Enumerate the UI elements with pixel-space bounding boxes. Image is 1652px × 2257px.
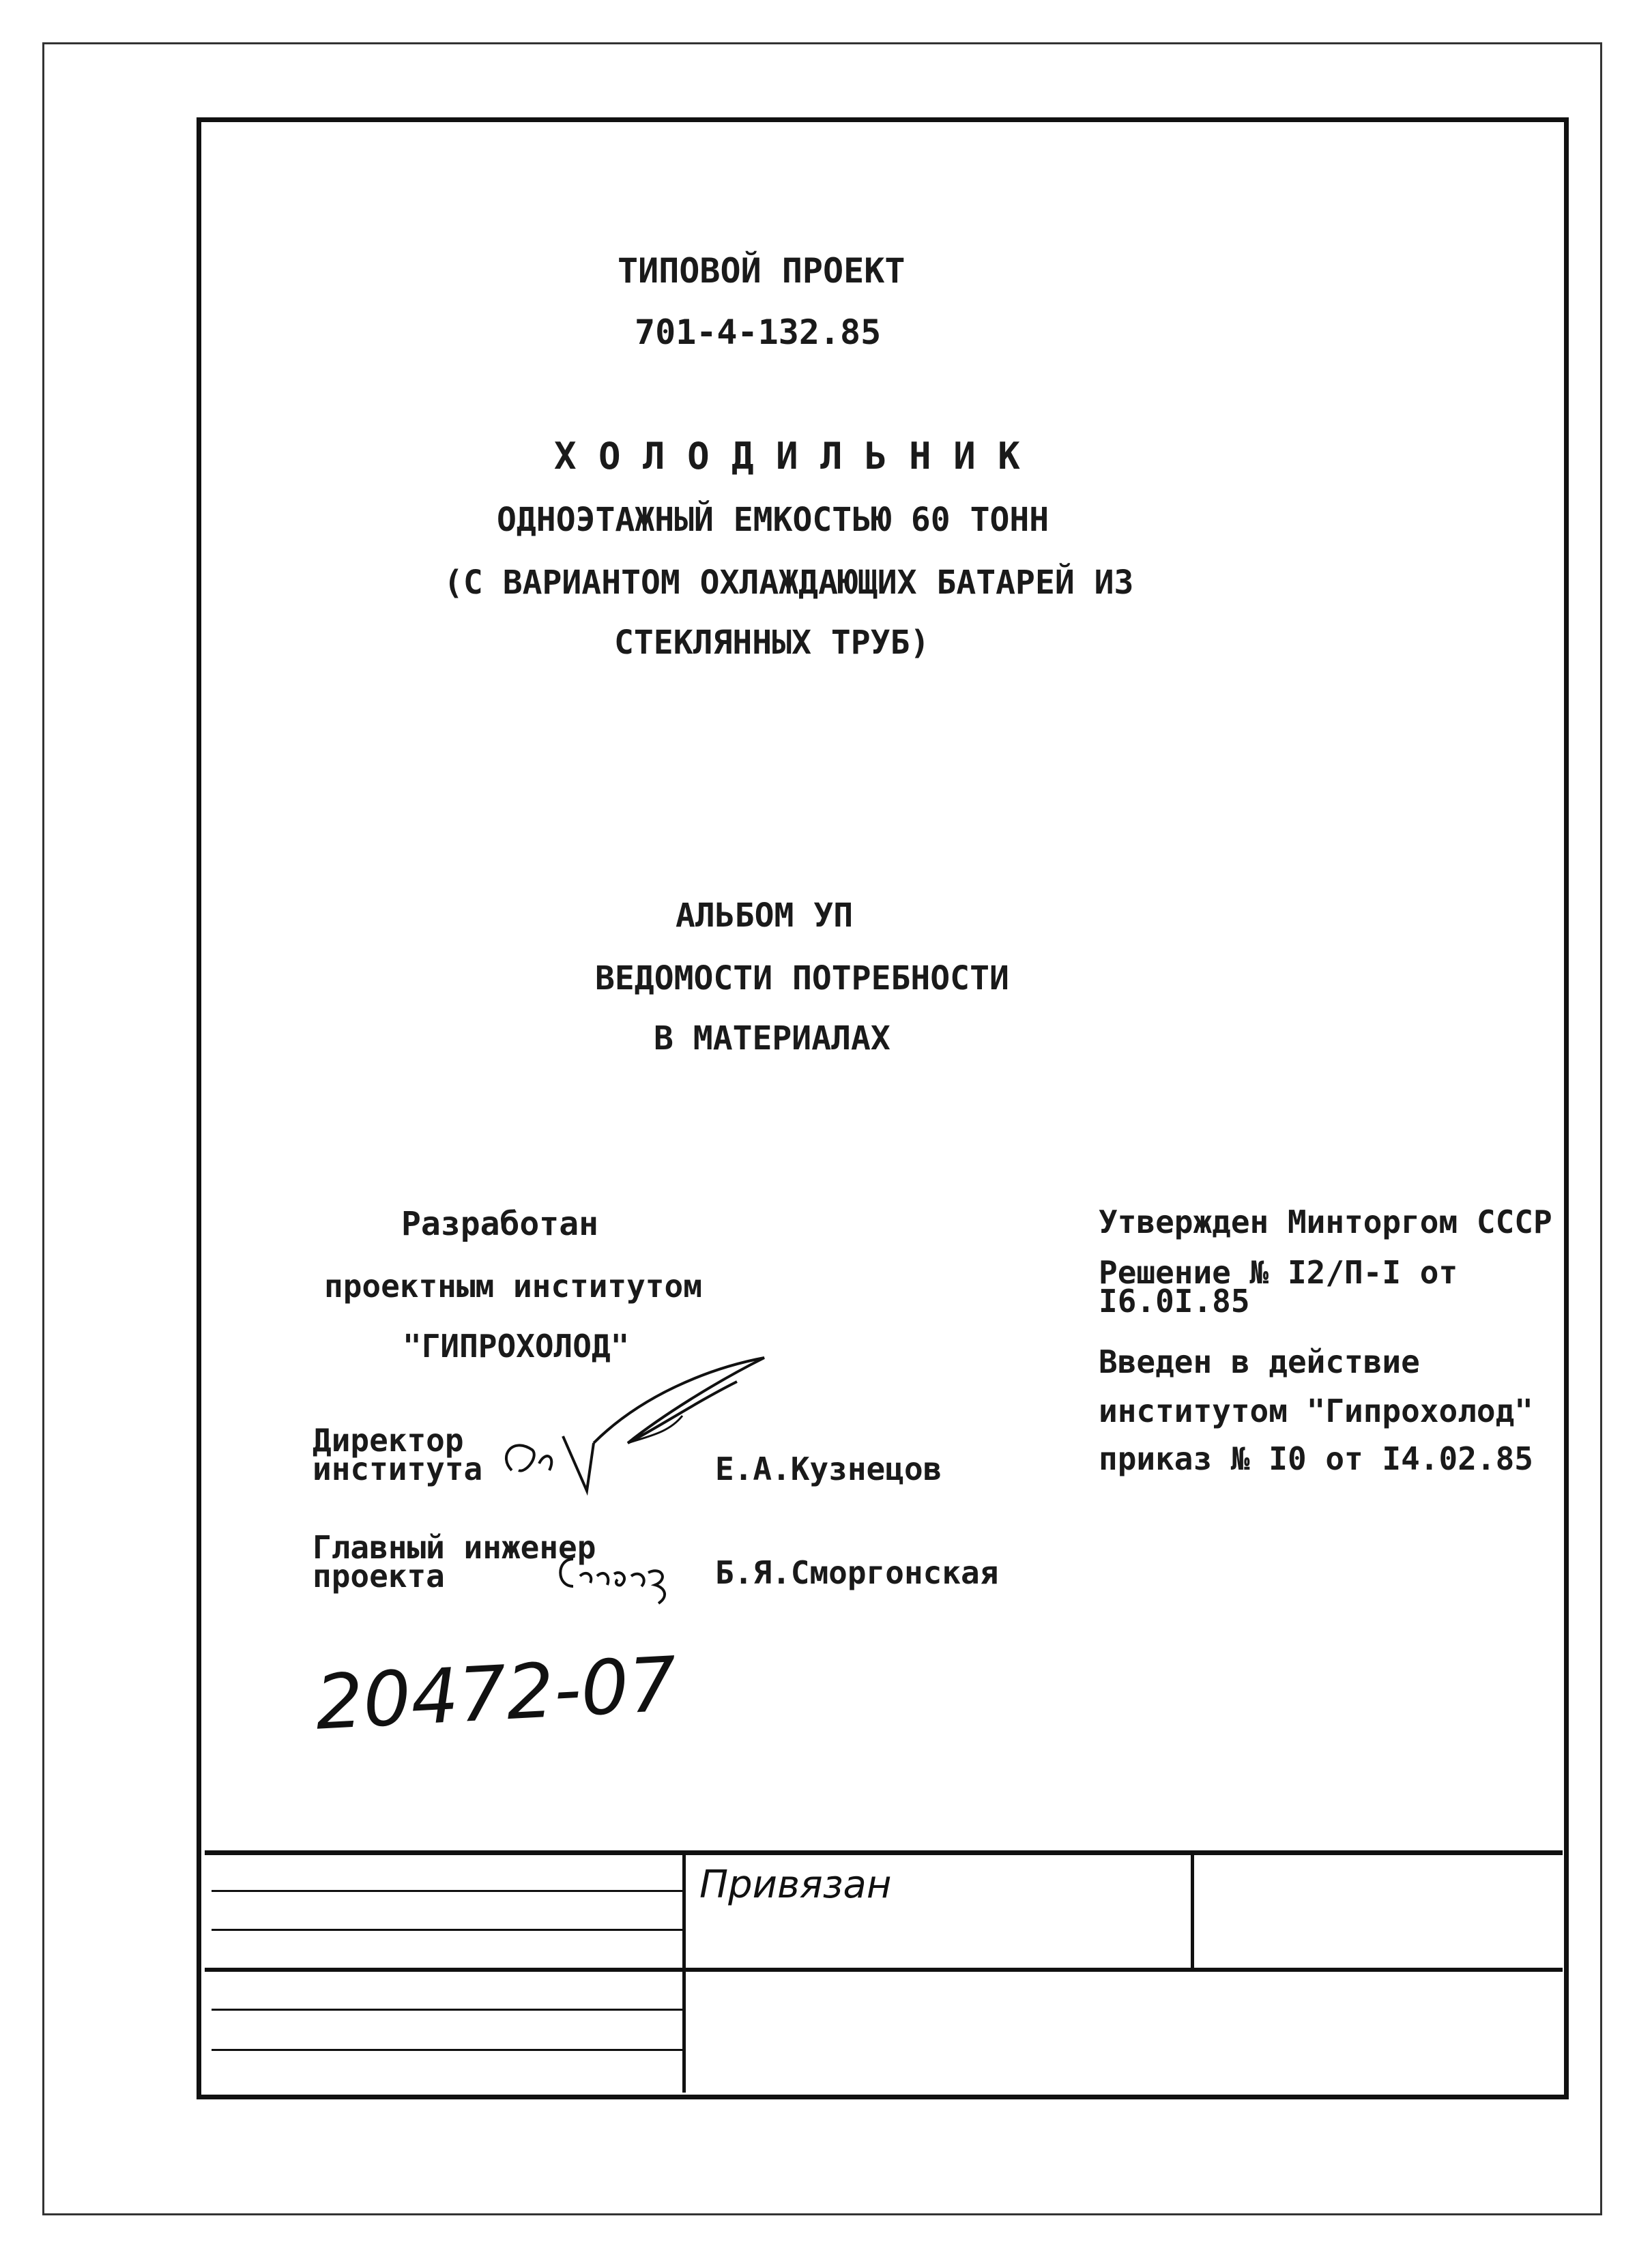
album-line-2: ВЕДОМОСТИ ПОТРЕБНОСТИ [595, 959, 1009, 998]
title-line-3: СТЕКЛЯННЫХ ТРУБ) [614, 624, 930, 662]
director-label-1: Директор [313, 1422, 464, 1459]
approval-line-6: приказ № I0 от I4.02.85 [1099, 1440, 1533, 1477]
director-name: Е.А.Кузнецов [715, 1451, 942, 1487]
stamp-middle-border [205, 1968, 1563, 1972]
engineer-signature [553, 1545, 710, 1607]
document-title: Х О Л О Д И Л Ь Н И К [554, 435, 1020, 478]
inner-frame [197, 117, 1569, 2099]
approval-line-1: Утвержден Минторгом СССР [1099, 1204, 1552, 1240]
title-line-2: (С ВАРИАНТОМ ОХЛАЖДАЮЩИХ БАТАРЕЙ ИЗ [444, 564, 1134, 602]
developed-by: Разработан [401, 1205, 598, 1243]
approval-line-5: институтом "Гипрохолод" [1099, 1393, 1533, 1429]
engineer-label-1: Главный инженер [313, 1529, 596, 1566]
project-number: 701-4-132.85 [635, 312, 882, 352]
engineer-name: Б.Я.Сморгонская [715, 1554, 999, 1591]
handwritten-doc-number: 20472-07 [313, 1640, 679, 1747]
album-label: АЛЬБОМ УП [676, 897, 854, 935]
director-label-2: института [313, 1451, 483, 1487]
stamp-row-line [212, 2049, 682, 2051]
approval-line-2: Решение № I2/П-I от [1099, 1254, 1458, 1291]
stamp-divider-1 [682, 1850, 686, 2093]
stamp-top-border [205, 1850, 1563, 1855]
stamp-bound-label: Привязан [699, 1863, 892, 1907]
engineer-label-2: проекта [313, 1558, 445, 1595]
stamp-row-line [212, 2009, 682, 2011]
developer-line-2: проектным институтом [324, 1268, 702, 1305]
stamp-divider-2 [1191, 1850, 1194, 1971]
director-signature [491, 1354, 778, 1504]
approval-line-4: Введен в действие [1099, 1343, 1420, 1380]
title-line-1: ОДНОЭТАЖНЫЙ ЕМКОСТЬЮ 60 ТОНН [497, 501, 1049, 539]
stamp-row-line [212, 1929, 682, 1931]
album-line-3: В МАТЕРИАЛАХ [654, 1019, 890, 1058]
project-type: ТИПОВОЙ ПРОЕКТ [618, 251, 905, 291]
approval-line-3: I6.0I.85 [1099, 1283, 1250, 1320]
developer-institute: "ГИПРОХОЛОД" [403, 1328, 630, 1365]
stamp-row-line [212, 1890, 682, 1892]
